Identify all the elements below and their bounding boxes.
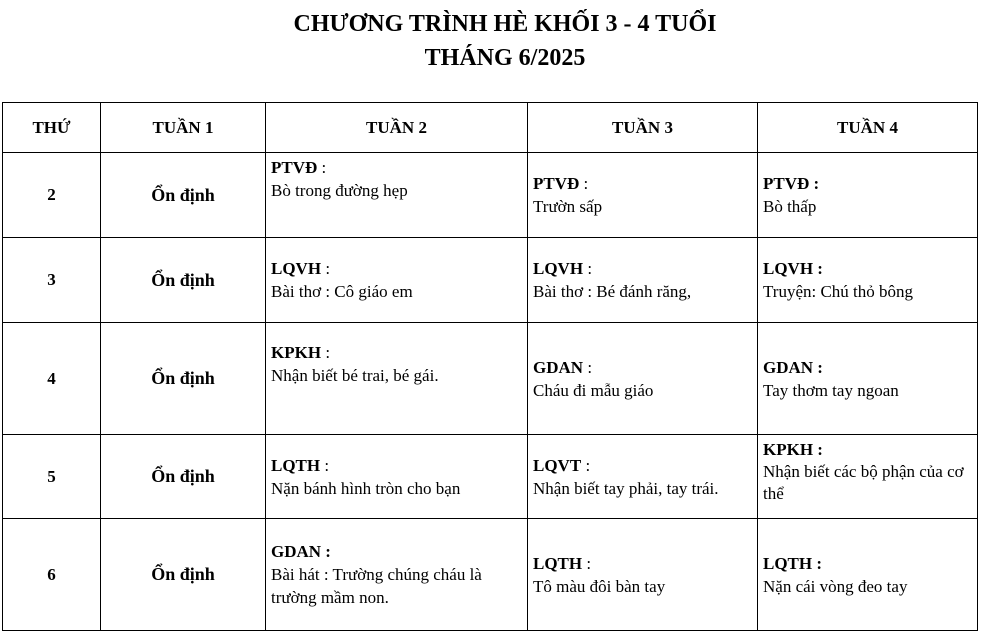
activity-text: Nhận biết bé trai, bé gái. — [271, 366, 439, 385]
table-row — [3, 153, 978, 238]
week3-cell — [528, 153, 758, 238]
week3-cell — [528, 238, 758, 323]
subject-colon: : — [583, 259, 593, 278]
day-cell: 4 — [3, 323, 101, 435]
table-row — [3, 519, 978, 631]
subject-label: LQVH — [271, 259, 322, 278]
activity-text: Bài hát : Trường chúng cháu là trường mầm non. — [271, 565, 482, 607]
activity-text: Truyện: Chú thỏ bông — [763, 282, 914, 301]
subject-label: GDAN : — [763, 357, 823, 377]
activity-text: Trườn sấp — [533, 197, 603, 216]
subject-colon: : — [579, 174, 589, 193]
week2-cell — [266, 519, 528, 631]
activity-text: Nhận biết tay phải, tay trái. — [533, 478, 719, 498]
subject-colon: : — [583, 357, 593, 377]
subject-label: PTVĐ : — [763, 174, 820, 193]
subject-colon: : — [321, 343, 331, 362]
subject-label: LQVH — [533, 259, 584, 278]
table-row — [3, 238, 978, 323]
week1-cell: Ổn định — [101, 323, 266, 435]
activity-text: Cháu đi mẫu giáo — [533, 380, 654, 400]
week1-cell: Ổn định — [101, 153, 266, 238]
activity-text: Tô màu đôi bàn tay — [533, 576, 666, 596]
day-cell: 2 — [3, 153, 101, 238]
table-row — [3, 323, 978, 435]
week3-cell — [528, 519, 758, 631]
table-row — [3, 435, 978, 519]
week2-cell — [266, 435, 528, 519]
activity-text: Nhận biết các bộ phận của cơ thể — [763, 462, 964, 503]
week4-cell — [758, 238, 978, 323]
subject-label: LQTH — [271, 455, 321, 475]
subject-label: LQVH : — [763, 259, 823, 278]
activity-text: Bò thấp — [763, 197, 817, 216]
week4-cell — [758, 435, 978, 519]
week1-cell: Ổn định — [101, 238, 266, 323]
week3-cell — [528, 323, 758, 435]
subject-colon: : — [582, 553, 592, 573]
activity-text: Tay thơm tay ngoan — [763, 380, 899, 400]
week4-cell — [758, 153, 978, 238]
header-row — [3, 103, 978, 153]
day-cell: 5 — [3, 435, 101, 519]
header-week-2: TUẦN 2 — [266, 103, 528, 153]
subject-label: PTVĐ — [271, 158, 318, 177]
subject-colon: : — [317, 158, 327, 177]
header-day: THỨ — [3, 103, 101, 153]
page-title: CHƯƠNG TRÌNH HÈ KHỐI 3 - 4 TUỔI — [293, 11, 717, 37]
week2-cell — [266, 323, 528, 435]
activity-text: Bò trong đường hẹp — [271, 181, 408, 200]
day-cell: 6 — [3, 519, 101, 631]
schedule-table — [2, 102, 978, 631]
subject-label: KPKH : — [763, 440, 823, 459]
week4-cell — [758, 519, 978, 631]
subject-label: LQTH — [533, 553, 583, 573]
activity-text: Nặn cái vòng đeo tay — [763, 576, 908, 596]
activity-text: Bài thơ : Cô giáo em — [271, 282, 413, 301]
week2-cell — [266, 238, 528, 323]
subject-colon: : — [320, 455, 330, 475]
subject-label: GDAN — [533, 357, 584, 377]
activity-text: Bài thơ : Bé đánh răng, — [533, 282, 692, 301]
subject-label: GDAN : — [271, 542, 331, 561]
page-subtitle: THÁNG 6/2025 — [424, 45, 586, 71]
week3-cell — [528, 435, 758, 519]
header-week-3: TUẦN 3 — [528, 103, 758, 153]
subject-label: LQTH : — [763, 553, 823, 573]
header-week-4: TUẦN 4 — [758, 103, 978, 153]
subject-label: KPKH — [271, 343, 322, 362]
header-week-1: TUẦN 1 — [101, 103, 266, 153]
week1-cell: Ổn định — [101, 435, 266, 519]
subject-label: LQVT — [533, 455, 582, 475]
subject-colon: : — [581, 455, 591, 475]
subject-label: PTVĐ — [533, 174, 580, 193]
week4-cell — [758, 323, 978, 435]
subject-colon: : — [321, 259, 331, 278]
day-cell: 3 — [3, 238, 101, 323]
week1-cell: Ổn định — [101, 519, 266, 631]
activity-text: Nặn bánh hình tròn cho bạn — [271, 478, 461, 498]
week2-cell — [266, 153, 528, 238]
